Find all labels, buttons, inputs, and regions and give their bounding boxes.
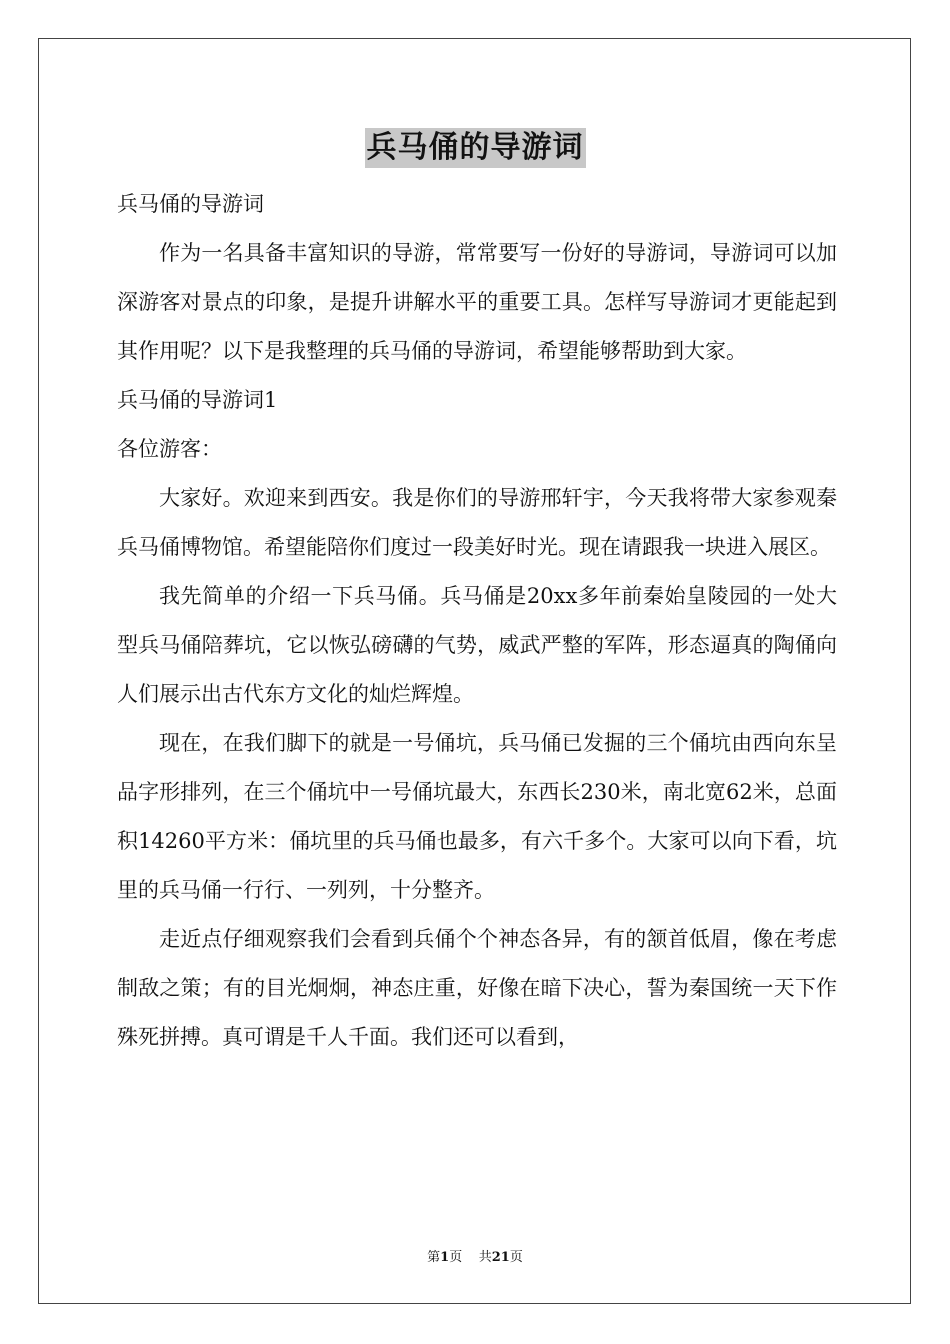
current-page-number: 1 — [440, 1250, 450, 1265]
title-area — [0, 128, 950, 168]
document-body — [117, 180, 837, 1062]
document-title: 兵马俑的导游词 — [365, 128, 586, 168]
total-page-number: 21 — [491, 1250, 510, 1265]
section-heading: 兵马俑的导游词1 — [117, 388, 278, 412]
page-mid: 页 共 — [449, 1250, 492, 1265]
paragraph: 兵马俑的导游词 — [117, 192, 264, 216]
paragraph: 现在，在我们脚下的就是一号俑坑，兵马俑已发掘的三个俑坑由西向东呈品字形排列，在三个俑坑中一号俑坑最大，东西长230米，南北宽62米，总面积14260平方米：俑坑里的兵马俑也最多，有六千多个。大家可以向下看，坑里的兵马俑一行行、一列列，十分整齐。 — [117, 731, 837, 902]
page-suffix: 页 — [509, 1250, 523, 1265]
paragraph: 走近点仔细观察我们会看到兵俑个个神态各异，有的颔首低眉，像在考虑制敌之策；有的目光炯炯，神态庄重，好像在暗下决心，誓为秦国统一天下作殊死拼搏。真可谓是千人千面。我们还可以看到， — [117, 927, 837, 1049]
page-footer — [0, 1246, 950, 1265]
paragraph: 我先简单的介绍一下兵马俑。兵马俑是20xx多年前秦始皇陵园的一处大型兵马俑陪葬坑，它以恢弘磅礴的气势，威武严整的军阵，形态逼真的陶俑向人们展示出古代东方文化的灿烂辉煌。 — [117, 584, 837, 706]
paragraph: 各位游客： — [117, 437, 222, 461]
page-prefix: 第 — [427, 1250, 441, 1265]
paragraph: 作为一名具备丰富知识的导游，常常要写一份好的导游词，导游词可以加深游客对景点的印象，是提升讲解水平的重要工具。怎样写导游词才更能起到其作用呢？以下是我整理的兵马俑的导游词，希望能够帮助到大家。 — [117, 241, 837, 363]
paragraph: 大家好。欢迎来到西安。我是你们的导游邢轩宇，今天我将带大家参观秦兵马俑博物馆。希望能陪你们度过一段美好时光。现在请跟我一块进入展区。 — [117, 486, 837, 559]
